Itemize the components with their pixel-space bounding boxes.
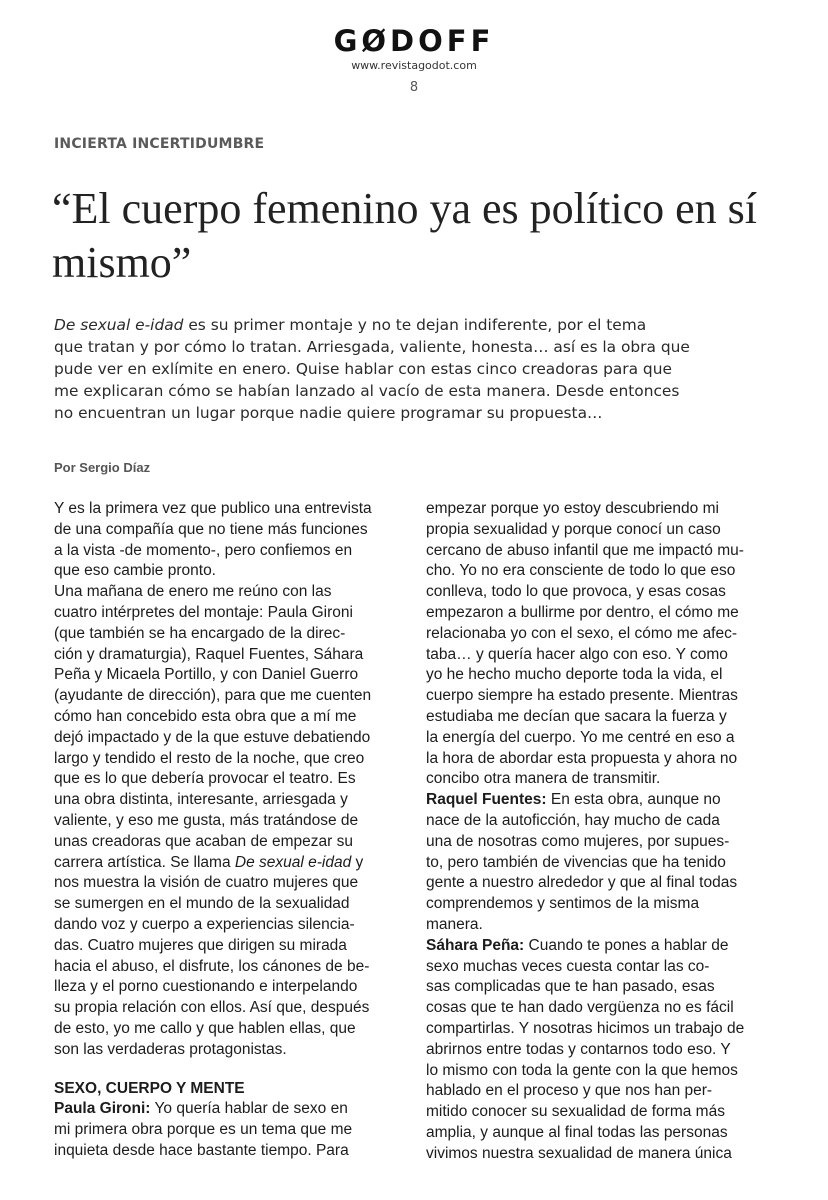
text-line: das. Cuatro mujeres que dirigen su mirada <box>54 936 347 954</box>
text-line: su propia relación con ellos. Así que, después <box>54 999 370 1017</box>
text-line: Paula Gironi: Yo quería hablar de sexo en <box>54 1100 348 1118</box>
text-line: Peña y Micaela Portillo, y con Daniel Guerro <box>54 666 359 684</box>
text-line: largo y tendido el resto de la noche, que creo <box>54 749 365 767</box>
text-line: concibo otra manera de transmitir. <box>426 770 661 788</box>
show-title: De sexual e-idad <box>54 316 184 334</box>
text-line: cuerpo siempre ha estado presente. Mientras <box>426 687 738 705</box>
text-line: nos muestra la visión de cuatro mujeres que <box>54 874 359 892</box>
text-line: propia sexualidad y porque conocí un caso <box>426 520 721 538</box>
text-line: yo he hecho mucho deporte toda la vida, el <box>426 666 723 684</box>
text-line: sas complicadas que te han pasado, esas <box>426 978 715 996</box>
text-line: comprendemos y sentimos de la misma <box>426 895 700 913</box>
text-line: relacionaba yo con el sexo, el cómo me afec- <box>426 624 738 642</box>
text-line: (que también se ha encargado de la direc- <box>54 624 346 642</box>
text-line: hablado en el proceso y que nos han per- <box>426 1082 713 1100</box>
text-line: estudiaba me decían que sacara la fuerza y <box>426 707 727 725</box>
section-label: INCIERTA INCERTIDUMBRE <box>54 136 265 152</box>
text-line: la hora de abordar esta propuesta y ahora no <box>426 749 738 767</box>
text-line: de esto, yo me callo y que hablen ellas, que <box>54 1019 356 1037</box>
text-line: valiente, y eso me gusta, más tratándose de <box>54 811 359 829</box>
text-line: taba… y quería hacer algo con eso. Y como <box>426 645 728 663</box>
text-line: empezar porque yo estoy descubriendo mi <box>426 500 719 517</box>
text-line: unas creadoras que acaban de empezar su <box>54 832 354 850</box>
text-line: ción y dramaturgia), Raquel Fuentes, Sáhara <box>54 645 364 663</box>
masthead <box>0 24 828 95</box>
lede-line: De sexual e-idad es su primer montaje y no te dejan indiferente, por el tema <box>54 316 647 334</box>
text-line: Y es la primera vez que publico una entrevista <box>54 500 372 517</box>
text-line: cómo han concebido esta obra que a mí me <box>54 707 357 725</box>
text-line: abrirnos entre todas y contarnos todo eso. Y <box>426 1040 731 1058</box>
text-line: son las verdaderas protagonistas. <box>54 1040 287 1058</box>
text-line: (ayudante de dirección), para que me cuenten <box>54 687 372 705</box>
text-line: que es lo que debería provocar el teatro. Es <box>54 770 356 788</box>
article-column-right <box>426 499 756 1165</box>
article-lede <box>54 314 784 424</box>
text-line: carrera artística. Se llama De sexual e-idad y <box>54 853 364 871</box>
text-line: a la vista -de momento-, pero confiemos en <box>54 541 353 559</box>
text-line: conlleva, todo lo que provoca, y esas cosas <box>426 583 726 601</box>
text-line: una obra distinta, interesante, arriesgada y <box>54 791 348 809</box>
text-line: la energía del cuerpo. Yo me centré en eso a <box>426 728 735 746</box>
text-line: to, pero también de vivencias que ha tenido <box>426 853 726 871</box>
text-line: dejó impactado y de la que estuve debatiendo <box>54 728 371 746</box>
speaker-name: Raquel Fuentes: <box>426 791 547 809</box>
text-line: Raquel Fuentes: En esta obra, aunque no <box>426 791 721 809</box>
text-line: se sumergen en el mundo de la sexualidad <box>54 895 350 913</box>
show-title: De sexual e-idad <box>234 853 352 871</box>
text-line: cuatro intérpretes del montaje: Paula Gironi <box>54 603 353 621</box>
text-line: compartirlas. Y nosotras hicimos un trabajo de <box>426 1019 745 1037</box>
text-line: nace de la autoficción, hay mucho de cada <box>426 811 720 829</box>
author-byline: Por Sergio Díaz <box>54 460 151 475</box>
text-line: dando voz y cuerpo a experiencias silencia- <box>54 915 355 933</box>
speaker-name: Sáhara Peña: <box>426 936 525 954</box>
text-line: inquieta desde hace bastante tiempo. Para <box>54 1141 349 1159</box>
text-line: lleza y el porno cuestionando e interpelando <box>54 978 358 996</box>
text-line: hacia el abuso, el disfrute, los cánones de be- <box>54 957 370 975</box>
text-line: amplia, y aunque al final todas las personas <box>426 1123 728 1141</box>
text-line: cercano de abuso infantil que me impactó mu- <box>426 541 744 559</box>
text-line: cosas que te han dado vergüenza no es fácil <box>426 999 734 1017</box>
article-column-left <box>54 499 384 1162</box>
text-line: Una mañana de enero me reúno con las <box>54 583 332 601</box>
lede-line: pude ver en exlímite en enero. Quise hablar con estas cinco creadoras para que <box>54 360 672 378</box>
magazine-logo: GØDOFF <box>333 24 495 58</box>
text-line: Sáhara Peña: Cuando te pones a hablar de <box>426 936 729 954</box>
text-line: que eso cambie pronto. <box>54 562 216 580</box>
lede-line: me explicaran cómo se habían lanzado al vacío de esta manera. Desde entonces <box>54 382 680 400</box>
speaker-name: Paula Gironi: <box>54 1100 151 1118</box>
text-line: sexo muchas veces cuesta contar las co- <box>426 957 710 975</box>
page-number: 8 <box>409 80 419 95</box>
section-subheading: SEXO, CUERPO Y MENTE <box>54 1079 245 1097</box>
lede-line: no encuentran un lugar porque nadie quiere programar su propuesta… <box>54 404 603 422</box>
text-line: lo mismo con toda la gente con la que hemos <box>426 1061 738 1079</box>
text-line: manera. <box>426 915 483 933</box>
text-line: una de nosotras como mujeres, por supues- <box>426 832 730 850</box>
text-line: mi primera obra porque es un tema que me <box>54 1121 353 1139</box>
lede-line: que tratan y por cómo lo tratan. Arriesgada, valiente, honesta… así es la obra que <box>54 338 690 356</box>
text-line: vivimos nuestra sexualidad de manera única <box>426 1144 732 1162</box>
text-line: cho. Yo no era consciente de todo lo que eso <box>426 562 736 580</box>
text-line: empezaron a bullirme por dentro, el cómo me <box>426 603 739 621</box>
text-line: mitido conocer su sexualidad de forma más <box>426 1103 725 1121</box>
text-line: gente a nuestro alrededor y que al final todas <box>426 874 738 892</box>
website-url[interactable]: www.revistagodot.com <box>351 59 477 72</box>
article-headline: “El cuerpo femenino ya es político en sí mismo” <box>52 184 757 287</box>
text-line: de una compañía que no tiene más funciones <box>54 520 368 538</box>
